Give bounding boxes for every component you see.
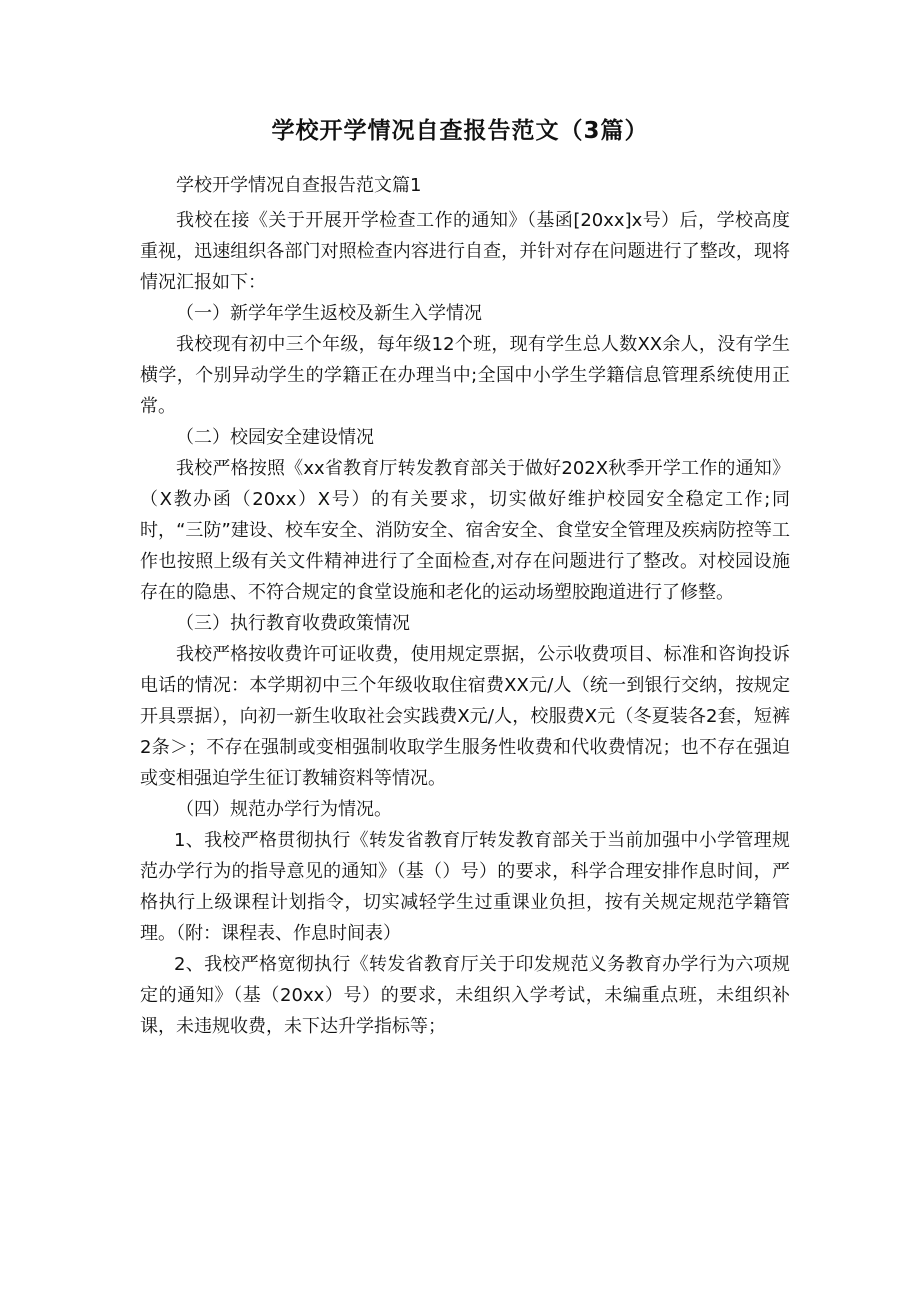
section-paragraph: 1、我校严格贯彻执行《转发省教育厅转发教育部关于当前加强中小学管理规范办学行为的指导意见的通知》（基（）号）的要求，科学合理安排作息时间，严格执行上级课程计划指令，切实减轻学生过重课业负担，按有关规定规范学籍管理。（附：课程表、作息时间表）: [140, 830, 790, 944]
intro-paragraph: 我校在接《关于开展开学检查工作的通知》（基函[20xx]x号）后，学校高度重视，迅速组织各部门对照检查内容进行自查，并针对存在问题进行了整改，现将情况汇报如下：: [140, 210, 790, 293]
section-paragraph: 我校严格按照《xx省教育厅转发教育部关于做好202X秋季开学工作的通知》（X教办函（20xx）X号）的有关要求，切实做好维护校园安全稳定工作;同时，“三防”建设、校车安全、消防安全、宿舍安全、食堂安全管理及疾病防控等工作也按照上级有关文件精神进行了全面检查,对存在问题进行了整改。对校园设施存在的隐患、不符合规定的食堂设施和老化的运动场塑胶跑道进行了修整。: [140, 458, 790, 603]
section-heading: （二）校园安全建设情况: [176, 427, 374, 448]
section-heading: （一）新学年学生返校及新生入学情况: [176, 303, 482, 324]
section-heading: （四）规范办学行为情况。: [176, 799, 392, 820]
document-title: 学校开学情况自查报告范文（3篇）: [271, 118, 649, 144]
section-paragraph: 我校严格按收费许可证收费，使用规定票据，公示收费项目、标准和咨询投诉电话的情况：本学期初中三个年级收取住宿费XX元/人（统一到银行交纳，按规定开具票据），向初一新生收取社会实践费X元/人，校服费X元（冬夏装各2套，短裤2条＞；不存在强制或变相强制收取学生服务性收费和代收费情况；也不存在强迫或变相强迫学生征订教辅资料等情况。: [140, 644, 790, 789]
section-paragraph: 我校现有初中三个年级，每年级12个班，现有学生总人数XX余人，没有学生横学，个别异动学生的学籍正在办理当中;全国中小学生学籍信息管理系统使用正常。: [140, 334, 790, 417]
document-body: [140, 168, 790, 1042]
document-subtitle: 学校开学情况自查报告范文篇1: [176, 175, 422, 196]
section-heading: （三）执行教育收费政策情况: [176, 613, 410, 634]
section-paragraph: 2、我校严格宽彻执行《转发省教育厅关于印发规范义务教育办学行为六项规定的通知》（基（20xx）号）的要求，未组织入学考试，未编重点班，未组织补课，未违规收费，未下达升学指标等；: [140, 954, 790, 1037]
